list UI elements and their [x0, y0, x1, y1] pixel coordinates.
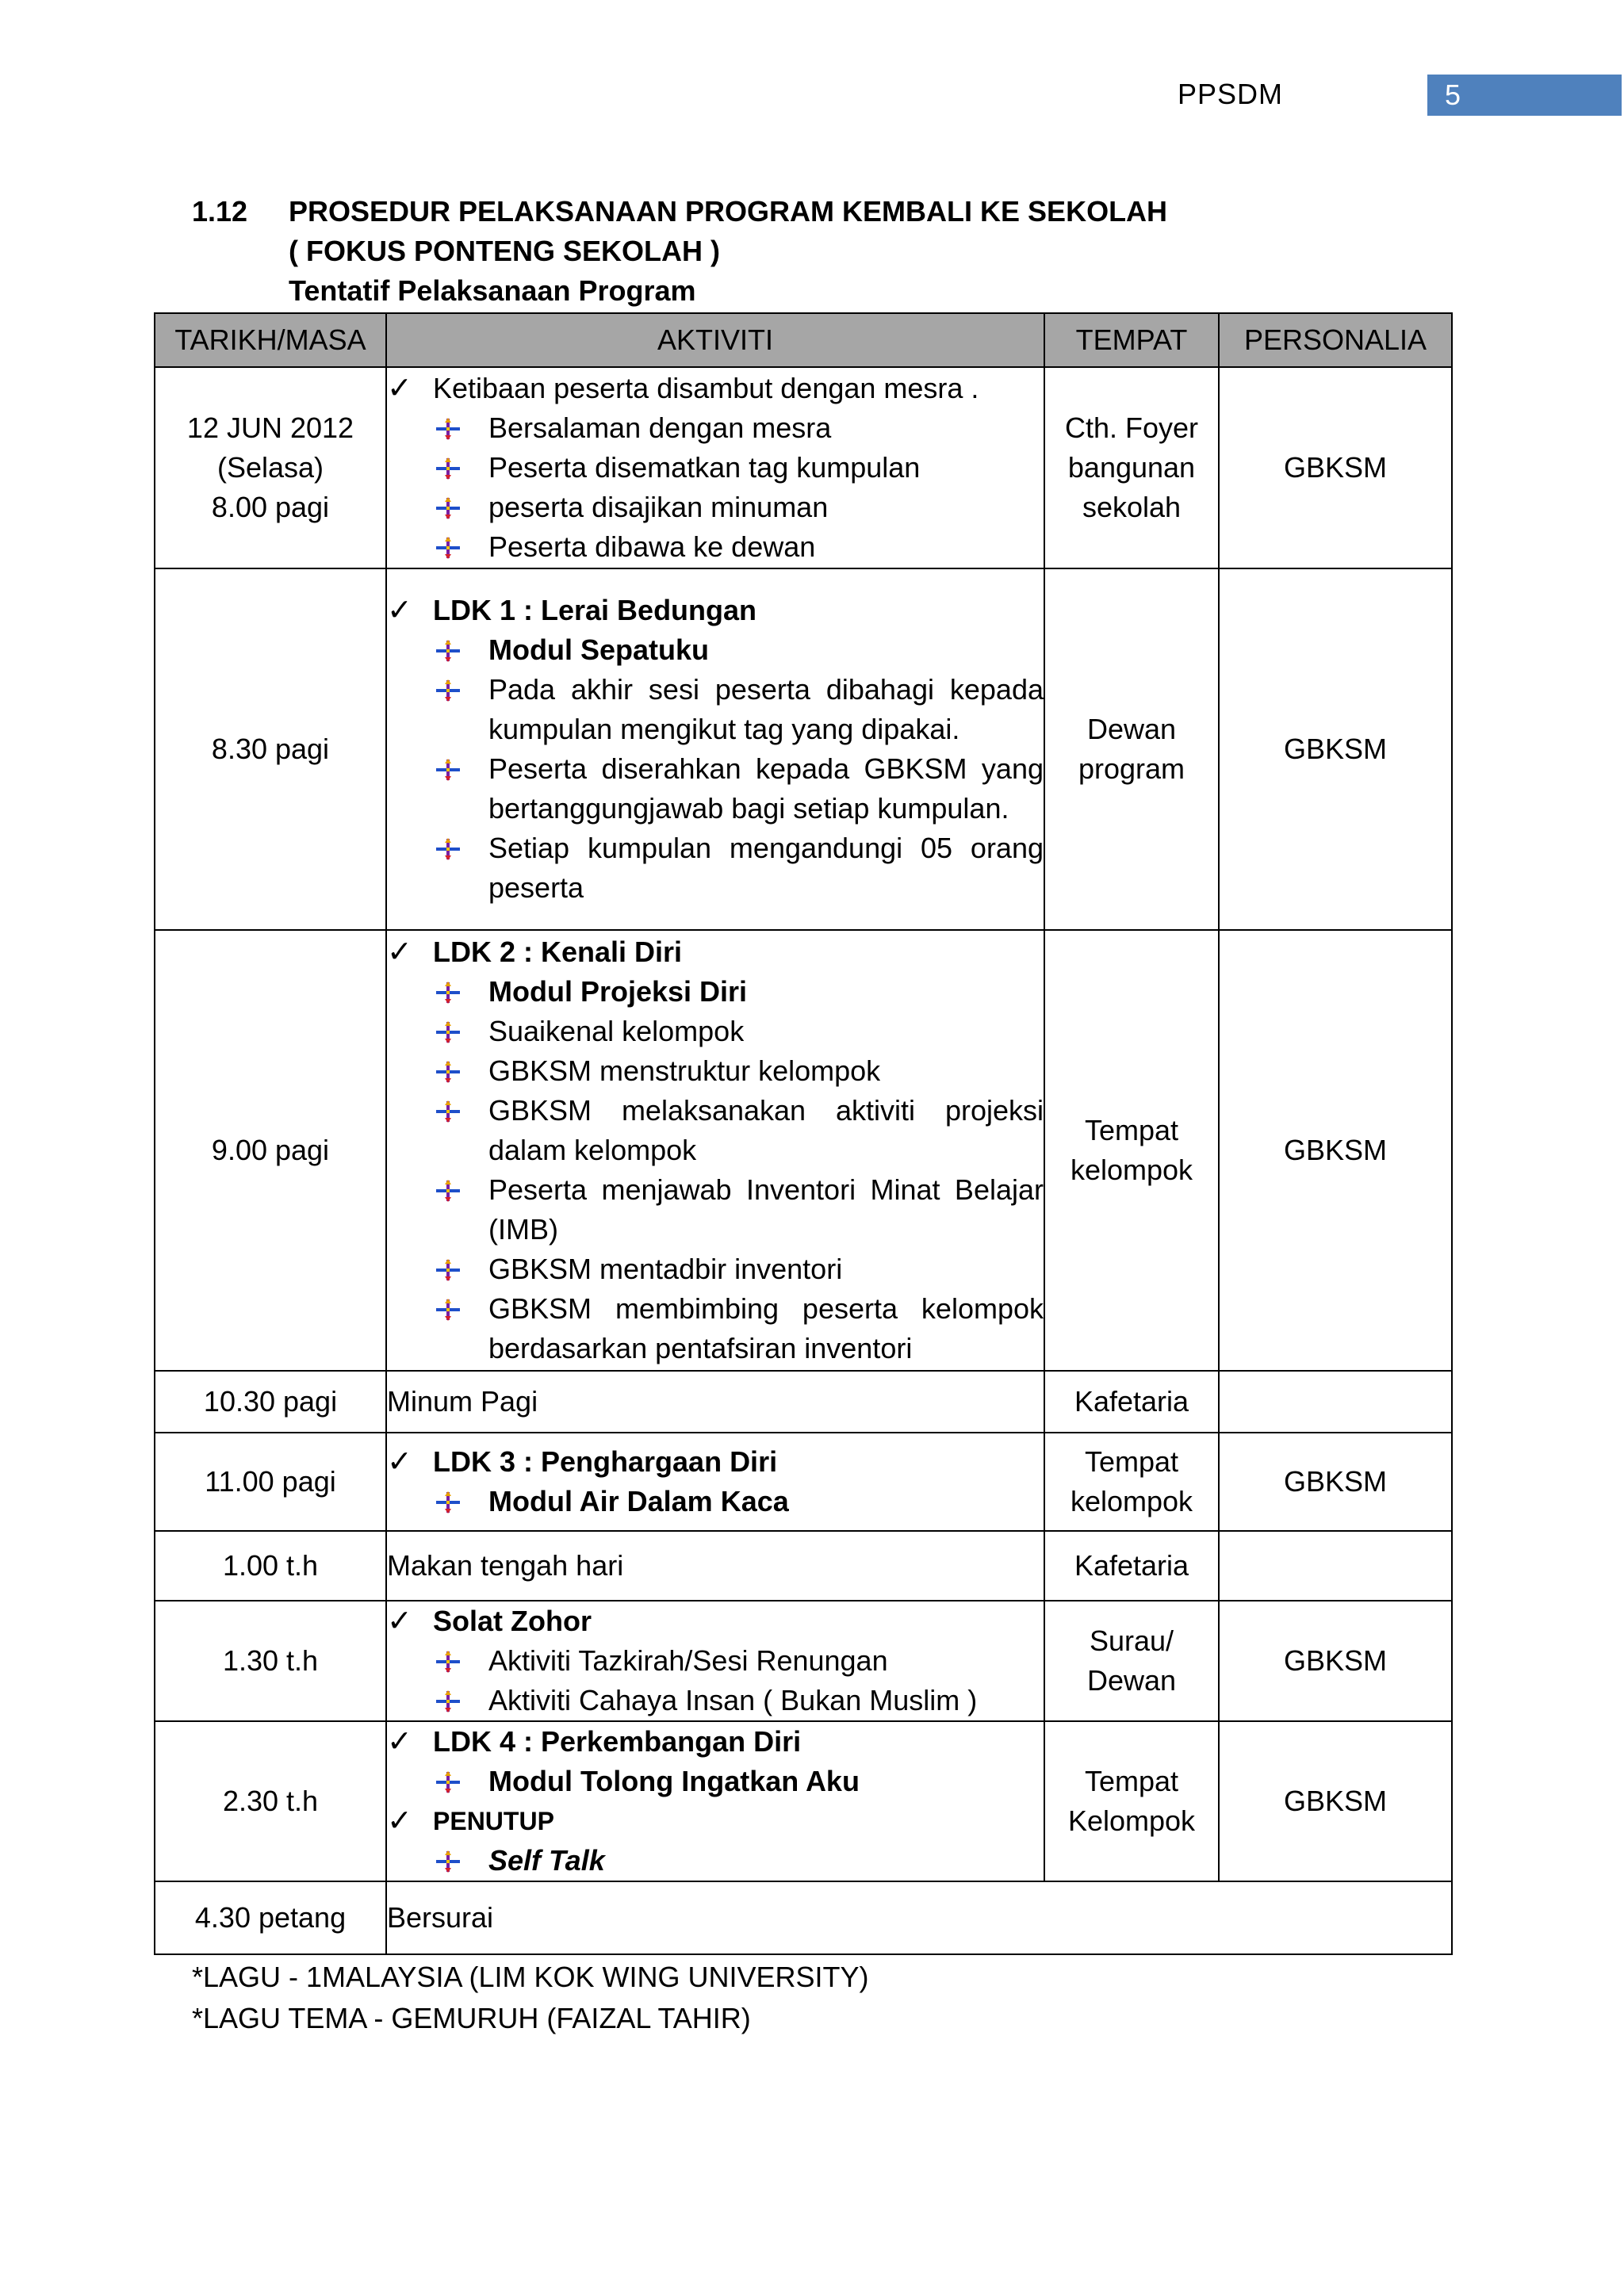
time-cell: 1.00 t.h [155, 1531, 386, 1601]
activity-heading: LDK 1 : Lerai Bedungan [433, 594, 757, 626]
place-cell [1044, 568, 1219, 930]
activity-item: Aktiviti Tazkirah/Sesi Renungan [488, 1644, 888, 1677]
activity-heading: LDK 3 : Penghargaan Diri [433, 1445, 778, 1478]
header-tempat: TEMPAT [1044, 313, 1219, 367]
activity-cell [386, 1601, 1044, 1721]
arrow-bullet-icon [433, 749, 488, 789]
arrow-bullet-icon [433, 1841, 488, 1881]
place-cell [1044, 1433, 1219, 1531]
section-number: 1.12 [192, 195, 248, 228]
person-cell: GBKSM [1219, 930, 1452, 1371]
time-cell [155, 367, 386, 568]
table-row [155, 1601, 1452, 1721]
section-title-line2: ( FOKUS PONTENG SEKOLAH ) [289, 235, 721, 267]
table-row [155, 1721, 1452, 1881]
arrow-bullet-icon [433, 1681, 488, 1720]
activity-cell [386, 1721, 1044, 1881]
activity-text: Minum Pagi [387, 1385, 538, 1418]
arrow-bullet-icon [433, 630, 488, 670]
place-text: bangunan [1067, 451, 1196, 484]
check-icon: ✓ [387, 1445, 412, 1479]
table-row [155, 1433, 1452, 1531]
page-number-box: 5 [1427, 75, 1622, 116]
place-text: Surau/ [1089, 1624, 1174, 1657]
arrow-bullet-icon [433, 1641, 488, 1681]
footnote-line: *LAGU TEMA - GEMURUH (FAIZAL TAHIR) [192, 2002, 751, 2034]
arrow-bullet-icon [433, 1249, 488, 1289]
activity-item: Peserta disematkan tag kumpulan [488, 451, 921, 484]
footnotes [192, 1957, 869, 2039]
activity-cell [386, 1881, 1452, 1954]
place-cell [1044, 367, 1219, 568]
activity-heading: LDK 2 : Kenali Diri [433, 936, 683, 968]
arrow-bullet-icon [433, 1762, 488, 1801]
table-row [155, 1531, 1452, 1601]
place-text: Tempat [1084, 1445, 1179, 1478]
time-cell: 4.30 petang [155, 1881, 386, 1954]
person-cell: GBKSM [1219, 1721, 1452, 1881]
check-icon: ✓ [387, 372, 412, 405]
section-title-line3: Tentatif Pelaksanaan Program [289, 274, 696, 307]
place-cell [1044, 930, 1219, 1371]
activity-cell [386, 1531, 1044, 1601]
place-text: Tempat [1084, 1765, 1179, 1797]
place-text: sekolah [1082, 491, 1182, 523]
place-text: Dewan [1086, 1664, 1177, 1697]
person-cell [1219, 1371, 1452, 1433]
activity-item: Setiap kumpulan mengandungi 05 orang peserta [488, 832, 1044, 904]
person-cell: GBKSM [1219, 568, 1452, 930]
place-text: program [1078, 752, 1185, 785]
arrow-bullet-icon [433, 1289, 488, 1329]
activity-item: peserta disajikan minuman [488, 491, 829, 523]
arrow-bullet-icon [433, 972, 488, 1012]
time-text: 8.00 pagi [211, 491, 330, 523]
activity-heading: Solat Zohor [433, 1605, 592, 1637]
page-header-label: PPSDM [1178, 78, 1284, 110]
table-row [155, 367, 1452, 568]
activity-text: Bersurai [387, 1901, 494, 1934]
time-cell: 8.30 pagi [155, 568, 386, 930]
person-cell [1219, 1531, 1452, 1601]
place-text: kelompok [1070, 1485, 1193, 1517]
header-aktiviti: AKTIVITI [386, 313, 1044, 367]
header-personalia: PERSONALIA [1219, 313, 1452, 367]
arrow-bullet-icon [433, 1012, 488, 1051]
activity-item: Modul Air Dalam Kaca [488, 1485, 789, 1517]
place-text: Kelompok [1067, 1804, 1196, 1837]
table-row [155, 1371, 1452, 1433]
check-icon: ✓ [387, 1804, 412, 1838]
time-cell: 11.00 pagi [155, 1433, 386, 1531]
activity-item: Peserta dibawa ke dewan [488, 530, 816, 563]
section-title [192, 192, 1167, 311]
activity-item: Peserta menjawab Inventori Minat Belajar (IMB) [488, 1173, 1044, 1246]
check-icon: ✓ [387, 594, 412, 627]
check-icon: ✓ [387, 936, 412, 969]
activity-item: GBKSM melaksanakan aktiviti projeksi dalam kelompok [488, 1094, 1044, 1166]
person-cell: GBKSM [1219, 1433, 1452, 1531]
place-cell [1044, 1721, 1219, 1881]
activity-item: Pada akhir sesi peserta dibahagi kepada kumpulan mengikut tag yang dipakai. [488, 673, 1044, 745]
activity-heading: LDK 4 : Perkembangan Diri [433, 1725, 802, 1758]
activity-cell [386, 568, 1044, 930]
activity-item: Modul Sepatuku [488, 633, 709, 666]
schedule-table [154, 312, 1453, 1955]
arrow-bullet-icon [433, 1091, 488, 1131]
arrow-bullet-icon [433, 1482, 488, 1521]
place-text: kelompok [1070, 1154, 1193, 1186]
activity-item: Modul Tolong Ingatkan Aku [488, 1765, 860, 1797]
place-cell: Kafetaria [1044, 1531, 1219, 1601]
arrow-bullet-icon [433, 408, 488, 448]
arrow-bullet-icon [433, 670, 488, 710]
time-cell: 10.30 pagi [155, 1371, 386, 1433]
activity-cell [386, 1371, 1044, 1433]
table-row [155, 1881, 1452, 1954]
activity-cell [386, 367, 1044, 568]
arrow-bullet-icon [433, 448, 488, 488]
time-cell: 9.00 pagi [155, 930, 386, 1371]
activity-item: Suaikenal kelompok [488, 1015, 745, 1047]
arrow-bullet-icon [433, 828, 488, 868]
activity-item: Bersalaman dengan mesra [488, 411, 832, 444]
activity-item: GBKSM menstruktur kelompok [488, 1054, 881, 1087]
time-cell: 1.30 t.h [155, 1601, 386, 1721]
arrow-bullet-icon [433, 488, 488, 527]
section-title-line1: PROSEDUR PELAKSANAAN PROGRAM KEMBALI KE SEKOLAH [289, 195, 1168, 228]
table-row [155, 568, 1452, 930]
activity-item: Modul Projeksi Diri [488, 975, 748, 1008]
activity-item: Self Talk [488, 1844, 605, 1877]
place-text: Cth. Foyer [1064, 411, 1199, 444]
check-icon: ✓ [387, 1605, 412, 1638]
place-cell: Kafetaria [1044, 1371, 1219, 1433]
activity-item: Aktiviti Cahaya Insan ( Bukan Muslim ) [488, 1684, 978, 1716]
activity-cell [386, 1433, 1044, 1531]
activity-text: Makan tengah hari [387, 1549, 624, 1582]
person-cell: GBKSM [1219, 1601, 1452, 1721]
check-icon: ✓ [387, 1725, 412, 1758]
table-header-row [155, 313, 1452, 367]
place-text: Tempat [1084, 1114, 1179, 1146]
time-text: 12 JUN 2012 [186, 411, 354, 444]
activity-heading: Ketibaan peserta disambut dengan mesra . [433, 372, 979, 404]
header-tarikh-masa: TARIKH/MASA [155, 313, 386, 367]
table-row [155, 930, 1452, 1371]
time-text: (Selasa) [216, 451, 324, 484]
time-cell: 2.30 t.h [155, 1721, 386, 1881]
person-cell: GBKSM [1219, 367, 1452, 568]
arrow-bullet-icon [433, 1051, 488, 1091]
footnote-line: *LAGU - 1MALAYSIA (LIM KOK WING UNIVERSITY) [192, 1961, 869, 1993]
place-text: Dewan [1086, 713, 1177, 745]
activity-item: GBKSM mentadbir inventori [488, 1253, 843, 1285]
activity-item: Peserta diserahkan kepada GBKSM yang bertanggungjawab bagi setiap kumpulan. [488, 752, 1044, 825]
activity-cell [386, 930, 1044, 1371]
arrow-bullet-icon [433, 527, 488, 567]
activity-heading: PENUTUP [433, 1807, 554, 1835]
activity-item: GBKSM membimbing peserta kelompok berdasarkan pentafsiran inventori [488, 1292, 1044, 1364]
arrow-bullet-icon [433, 1170, 488, 1210]
place-cell [1044, 1601, 1219, 1721]
